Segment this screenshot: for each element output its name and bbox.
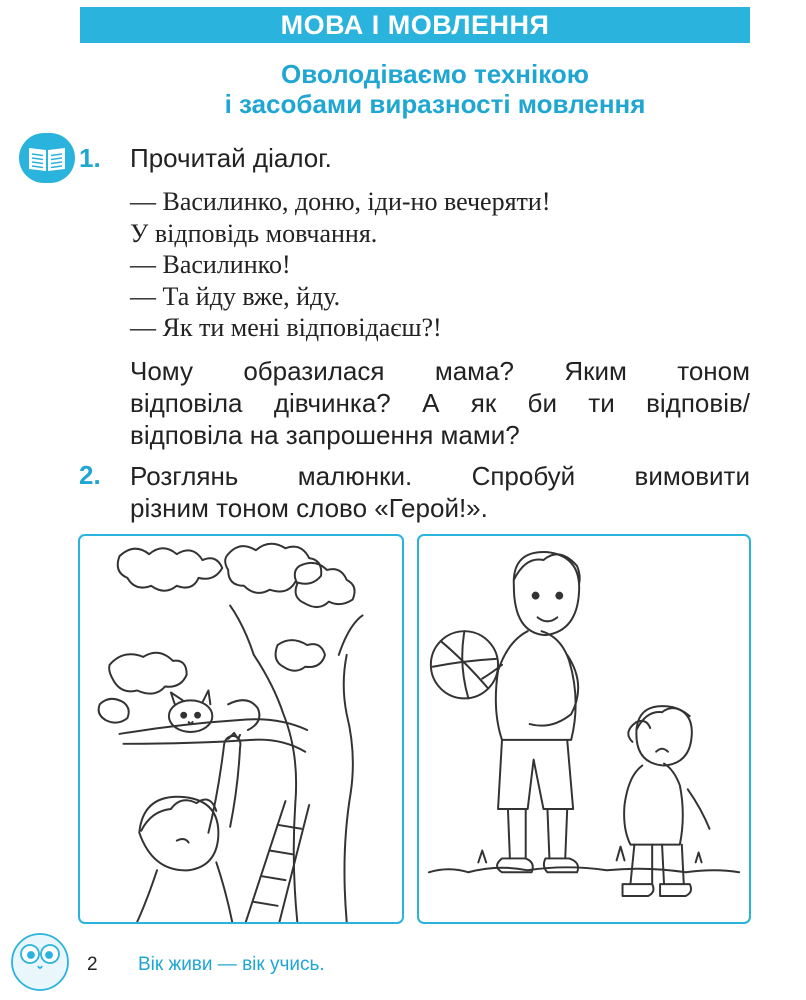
dialog-line: — Як ти мені відповідаєш?!	[130, 313, 442, 342]
question-line: відповіла на запрошення мами?	[130, 420, 520, 450]
dialog-line: — Та йду вже, йду.	[130, 281, 341, 311]
topic-title-line-1: Оволодіваємо технікою	[281, 59, 589, 89]
dialog-line: — Василинко!	[130, 250, 291, 279]
page-number: 2	[87, 954, 98, 975]
task-1-question	[130, 355, 750, 451]
illustration-boy-with-ball	[417, 534, 751, 924]
task-2-line: різним тоном слово «Герой!».	[130, 493, 488, 523]
task-1-number: 1.	[79, 143, 101, 173]
task-2-text	[130, 460, 750, 524]
illustration-kitten-in-tree	[78, 534, 404, 924]
dialog-block	[130, 186, 550, 344]
topic-title-line-2: і засобами виразності мовлення	[224, 89, 646, 119]
owl-mascot-icon	[8, 928, 72, 992]
task-2-line: Розглянь малюнки. Спробуй вимовити	[130, 461, 750, 491]
dialog-line: — Василинко, доню, іди-но вечеряти!	[130, 187, 551, 216]
task-2-number: 2.	[79, 460, 101, 490]
question-line: Чому образилася мама? Яким тоном	[130, 356, 750, 386]
question-line: відповіла дівчинка? А як би ти відповів/	[130, 388, 750, 418]
footer-proverb: Вік живи — вік учись.	[138, 954, 325, 975]
section-title-banner: МОВА І МОВЛЕННЯ	[80, 7, 750, 43]
dialog-line: У відповідь мовчання.	[130, 218, 378, 248]
task-1-instruction: Прочитай діалог.	[130, 143, 332, 173]
open-book-icon	[19, 133, 75, 183]
